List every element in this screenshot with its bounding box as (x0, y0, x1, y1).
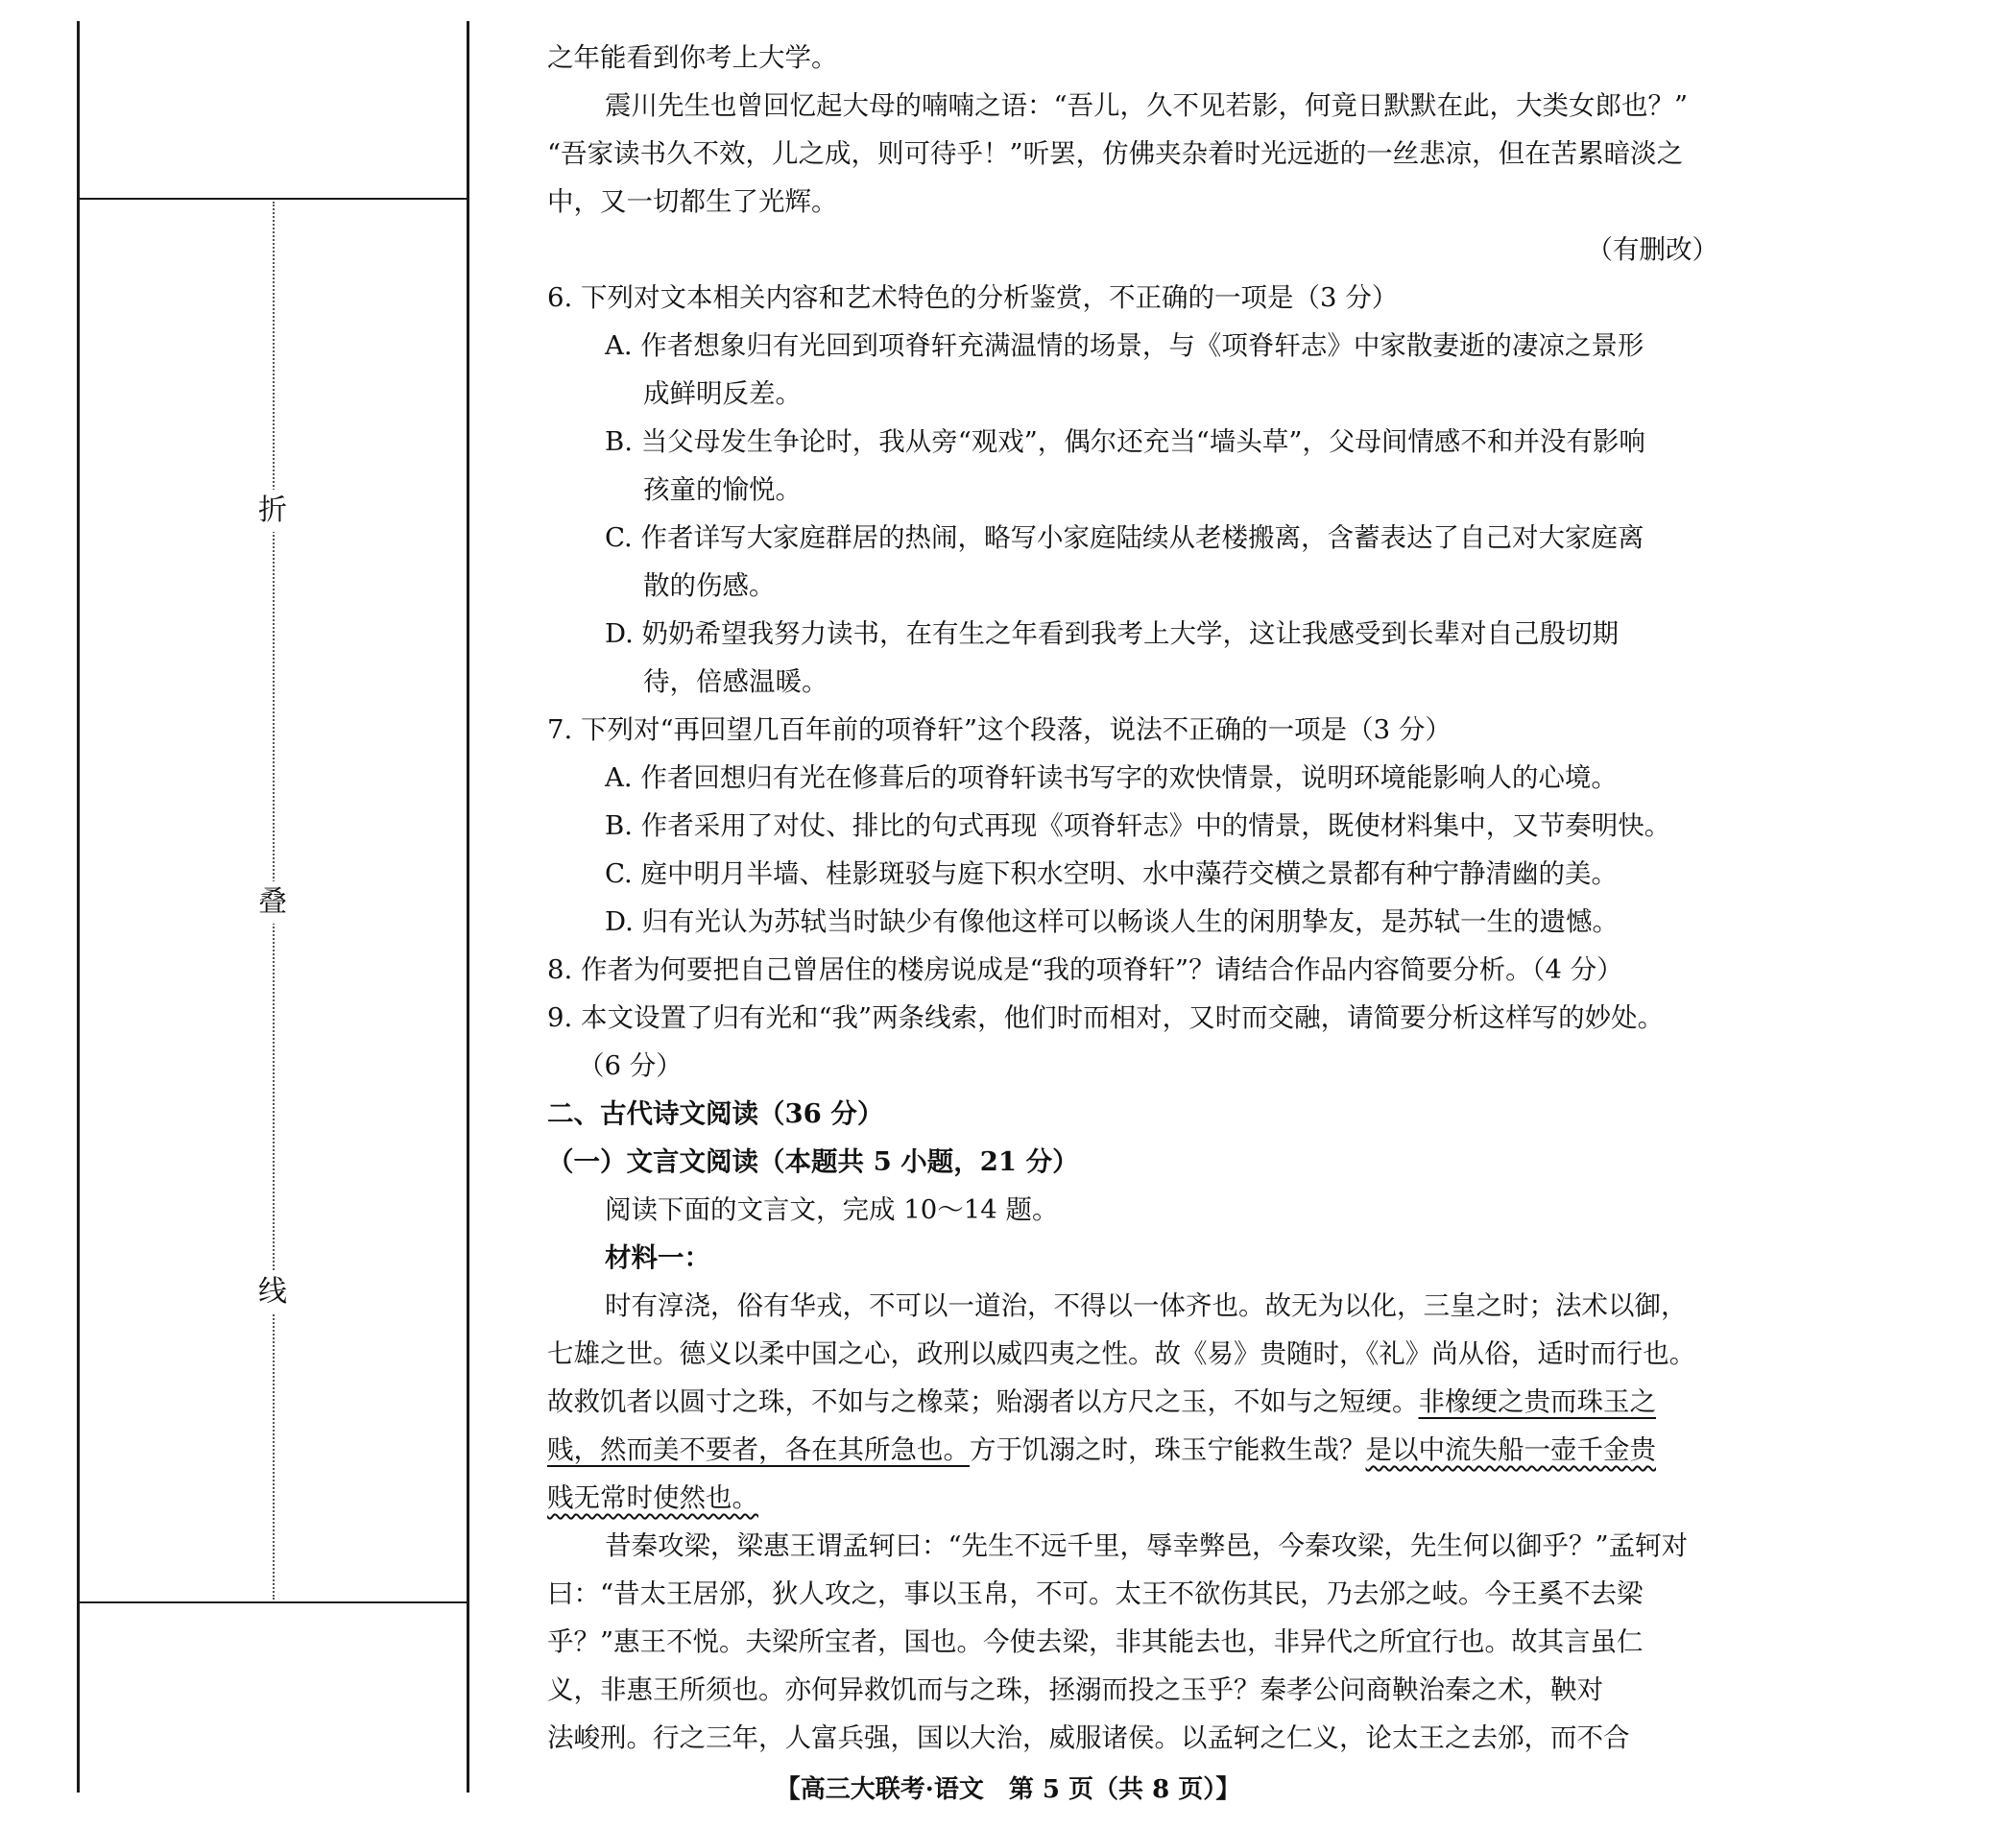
binding-margin (0, 0, 470, 1829)
passage-line: 时有淳浇，俗有华戎，不可以一道治，不得以一体齐也。故无为以化，三皇之时；法术以御， (605, 1290, 1688, 1321)
option-6c: C. 作者详写大家庭群居的热闹，略写小家庭陆续从老楼搬离，含蓄表达了自己对大家庭离 (605, 522, 1644, 553)
question-7: 7. 下列对“再回望几百年前的项脊轩”这个段落，说法不正确的一项是（3 分） (547, 714, 1452, 745)
section-heading: 二、古代诗文阅读（36 分） (547, 1098, 884, 1129)
passage-text: 方于饥溺之时，珠玉宁能救生哉？ (970, 1434, 1366, 1465)
passage-line: 七雄之世。德义以柔中国之心，政刑以威四夷之性。故《易》贵随时，《礼》尚从俗，适时而行也。 (547, 1338, 1696, 1369)
text-line: 震川先生也曾回忆起大母的喃喃之语：“吾儿，久不见若影，何竟日默默在此，大类女郎也？” (605, 90, 1689, 121)
text-line: “吾家读书久不效，儿之成，则可待乎！”听罢，仿佛夹杂着时光远逝的一丝悲凉，但在苦累暗淡之 (547, 138, 1684, 169)
underlined-sentence: 非橡绠之贵而珠玉之 (1418, 1386, 1656, 1417)
page-content (547, 34, 1718, 1762)
option-7d: D. 归有光认为苏轼当时缺少有像他这样可以畅谈人生的闲朋挚友，是苏轼一生的遗憾。 (605, 906, 1620, 937)
passage-line: 曰：“昔太王居邠，狄人攻之，事以玉帛，不可。太王不欲伤其民，乃去邠之岐。今王奚不去梁 (547, 1578, 1644, 1609)
margin-bottom-rule (77, 1601, 469, 1603)
passage-line: 法峻刑。行之三年，人富兵强，国以大治，威服诸侯。以孟轲之仁义，论太王之去邠，而不合 (547, 1722, 1630, 1753)
question-8: 8. 作者为何要把自己曾居住的楼房说成是“我的项脊轩”？请结合作品内容简要分析。（4 分） (547, 954, 1623, 985)
wavy-underlined-sentence: 是以中流失船一壶千金贵 (1365, 1434, 1656, 1465)
text-line: 之年能看到你考上大学。 (547, 42, 838, 73)
subsection-heading: （一）文言文阅读（本题共 5 小题，21 分） (547, 1146, 1079, 1177)
text-line: 中，又一切都生了光辉。 (547, 186, 838, 217)
passage-line: 昔秦攻梁，梁惠王谓孟轲曰：“先生不远千里，辱幸弊邑，今秦攻梁，先生何以御乎？”孟轲对 (605, 1530, 1689, 1561)
option-7b: B. 作者采用了对仗、排比的句式再现《项脊轩志》中的情景，既使材料集中，又节奏明快。 (605, 810, 1671, 841)
option-6b: B. 当父母发生争论时，我从旁“观戏”，偶尔还充当“墙头草”，父母间情感不和并没有影响 (605, 426, 1645, 457)
passage-line: 义，非惠王所须也。亦何异救饥而与之珠，拯溺而投之玉乎？秦孝公问商鞅治秦之术，鞅对 (547, 1674, 1603, 1705)
source-note: （有删改） (1586, 234, 1718, 265)
passage-line (547, 1474, 1718, 1522)
option-6c-cont: 散的伤感。 (643, 570, 776, 601)
margin-top-rule (77, 198, 469, 200)
passage-line (547, 1426, 1718, 1474)
passage-text: 故救饥者以圆寸之珠，不如与之橡菜；贻溺者以方尺之玉，不如与之短绠。 (547, 1386, 1419, 1417)
page-footer: 【高三大联考·语文 第 5 页（共 8 页）】 (775, 1775, 1241, 1804)
passage-line (547, 1378, 1718, 1426)
question-9: 9. 本文设置了归有光和“我”两条线索，他们时而相对，又时而交融，请简要分析这样写的妙处。 (547, 1002, 1665, 1033)
passage-line: 乎？”惠王不悦。夫梁所宝者，国也。今使去梁，非其能去也，非异代之所宜行也。故其言虽仁 (547, 1626, 1644, 1657)
option-7c: C. 庭中明月半墙、桂影斑驳与庭下积水空明、水中藻荇交横之景都有种宁静清幽的美。 (605, 858, 1619, 889)
fold-label-char: 叠 (252, 881, 294, 924)
wavy-underlined-sentence: 贱无常时使然也。 (547, 1482, 758, 1513)
option-7a: A. 作者回想归有光在修葺后的项脊轩读书写字的欢快情景，说明环境能影响人的心境。 (605, 762, 1618, 793)
fold-label-char: 线 (252, 1271, 294, 1313)
margin-left-rule (77, 21, 80, 1793)
material-label: 材料一： (605, 1242, 710, 1273)
question-9-score: （6 分） (578, 1050, 683, 1081)
fold-label-char: 折 (252, 490, 294, 532)
option-6d: D. 奶奶希望我努力读书，在有生之年看到我考上大学，这让我感受到长辈对自己殷切期 (605, 618, 1620, 649)
option-6b-cont: 孩童的愉悦。 (643, 474, 802, 505)
option-6d-cont: 待，倍感温暖。 (643, 666, 828, 697)
question-6: 6. 下列对文本相关内容和艺术特色的分析鉴赏，不正确的一项是（3 分） (547, 282, 1399, 313)
reading-instruction: 阅读下面的文言文，完成 10～14 题。 (605, 1194, 1059, 1225)
margin-right-rule (467, 21, 469, 1793)
option-6a-cont: 成鲜明反差。 (643, 378, 802, 409)
option-6a: A. 作者想象归有光回到项脊轩充满温情的场景，与《项脊轩志》中家散妻逝的凄凉之景形 (605, 330, 1644, 361)
underlined-sentence: 贱，然而美不要者，各在其所急也。 (547, 1434, 970, 1465)
